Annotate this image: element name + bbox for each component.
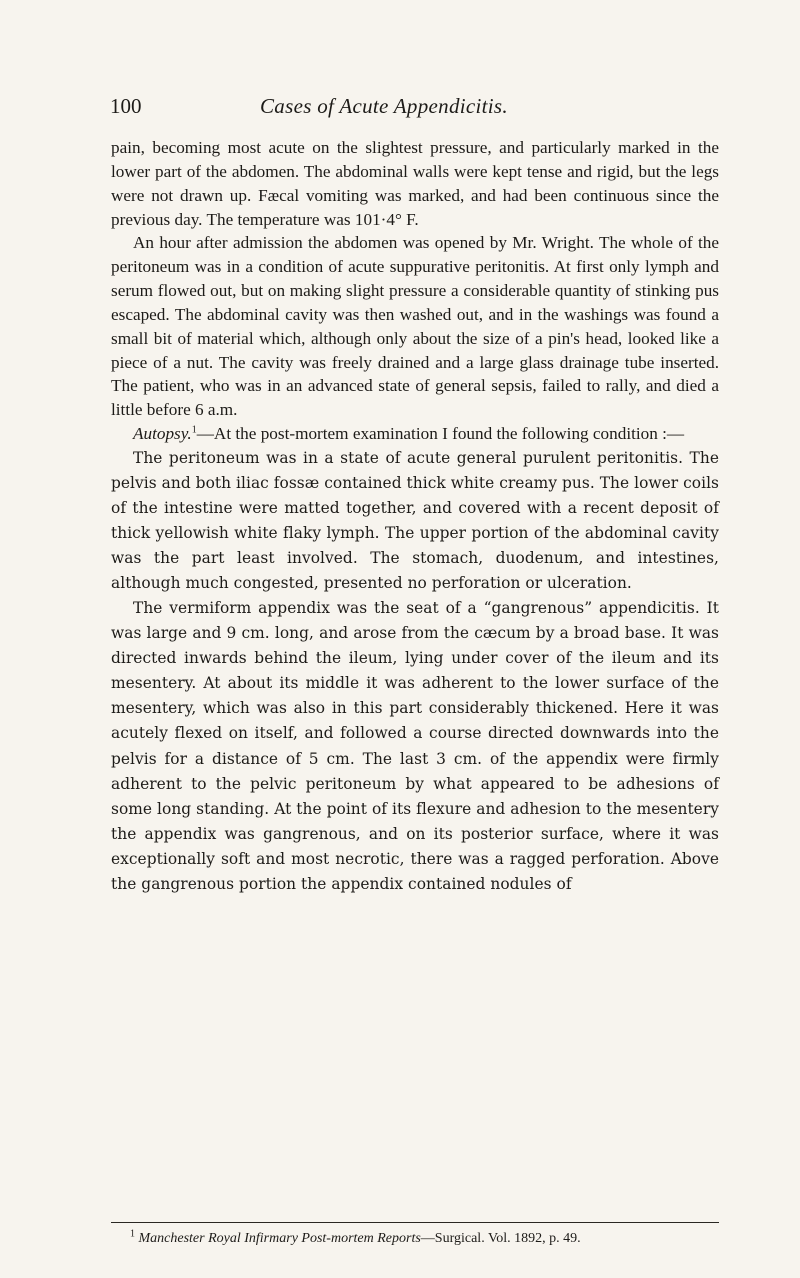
paragraph-peritoneum: The peritoneum was in a state of acute general purulent peritonitis. The pelvis and both iliac fossæ contained thick white creamy pus. The lower coils of the intestine were matted together, and covered with a recent deposit of thick yellowish white flaky lymph. The upper portion of the abdominal cavity was the part least involved. The stomach, duodenum, and intestines, although much congested, presented no perforation or ulceration.: [111, 448, 719, 593]
page-number: 100: [110, 94, 142, 118]
footnote: [130, 1230, 720, 1248]
paragraph-continuation: pain, becoming most acute on the slightest pressure, and particularly marked in the lower part of the abdomen. The abdominal walls were kept tense and rigid, but the legs were not drawn up. Fæcal vomiting was marked, and had been continuous since the previous day. The temperature was 101·4° F.: [111, 138, 719, 229]
paragraph-autopsy: [111, 422, 719, 446]
autopsy-label: Autopsy.: [133, 424, 192, 444]
footnote-source-title: Manchester Royal Infirmary Post-mortem Reports: [138, 1231, 421, 1246]
autopsy-findings: [111, 446, 719, 897]
footnote-divider: [111, 1222, 719, 1223]
autopsy-intro: —At the post-mortem examination I found the following condition :—: [196, 424, 685, 444]
footnote-source-details: —Surgical. Vol. 1892, p. 49.: [420, 1231, 581, 1246]
footnote-marker: 1: [130, 1228, 135, 1240]
paragraph-operation: An hour after admission the abdomen was opened by Mr. Wright. The whole of the peritoneum was in a condition of acute suppurative peritonitis. At first only lymph and serum flowed out, but on making slight pressure a considerable quantity of stinking pus escaped. The abdominal cavity was then washed out, and in the washings was found a small bit of material which, although only about the size of a pin's head, looked like a piece of a nut. The cavity was freely drained and a large glass drainage tube inserted. The patient, who was in an advanced state of general sepsis, failed to rally, and died a little before 6 a.m.: [111, 233, 719, 420]
paragraph-appendix: The vermiform appendix was the seat of a “gangrenous” appendicitis. It was large and 9 cm. long, and arose from the cæcum by a broad base. It was directed inwards behind the ileum, lying under cover of the ileum and its mesentery. At about its middle it was adherent to the lower surface of the mesentery, which was also in this part considerably thickened. Here it was acutely flexed on itself, and followed a course directed downwards into the pelvis for a distance of 5 cm. The last 3 cm. of the appendix were firmly adherent to the pelvic peritoneum by what appeared to be adhesions of some long standing. At the point of its flexure and adhesion to the mesentery the appendix was gangrenous, and on its posterior surface, where it was exceptionally soft and most necrotic, there was a ragged perforation. Above the gangrenous portion the appendix contained nodules of: [111, 599, 719, 893]
page-header: [110, 94, 730, 124]
footnote-reference: 1: [191, 424, 197, 436]
body-text: [111, 136, 719, 897]
running-title: Cases of Acute Appendicitis.: [260, 94, 508, 118]
